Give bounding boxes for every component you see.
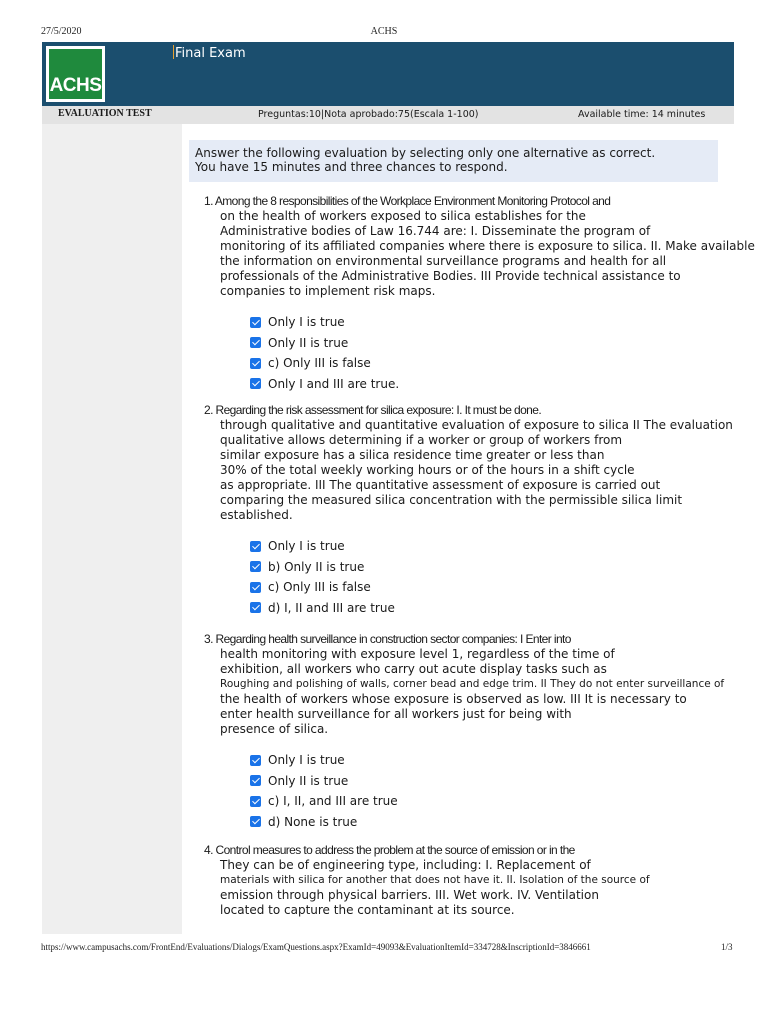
checkbox-checked-icon[interactable] — [250, 317, 261, 328]
question-text-line: qualitative allows determining if a worker or group of workers from — [220, 433, 623, 447]
question-heading: 2. Regarding the risk assessment for silica exposure: I. It must be done. — [204, 403, 542, 417]
checkbox-checked-icon[interactable] — [250, 796, 261, 807]
question-text-line: Administrative bodies of Law 16.744 are: I. Disseminate the program of — [220, 224, 651, 238]
text-cursor-icon — [173, 45, 174, 59]
question-text-line: the health of workers whose exposure is observed as low. III It is necessary to — [220, 692, 687, 706]
answer-option-label: c) Only III is false — [268, 580, 371, 595]
answer-option-label: b) Only II is true — [268, 559, 365, 574]
checkbox-checked-icon[interactable] — [250, 561, 261, 572]
question-text-line: similar exposure has a silica residence time greater or less than — [220, 448, 605, 462]
question-text-line: Roughing and polishing of walls, corner bead and edge trim. II They do not enter surveillance of — [220, 678, 725, 690]
question-text-line: the information on environmental surveillance programs and health for all — [220, 254, 667, 268]
checkbox-checked-icon[interactable] — [250, 602, 261, 613]
answer-option[interactable] — [250, 812, 764, 833]
exam-info-bar — [42, 106, 734, 124]
instruction-line: Answer the following evaluation by selecting only one alternative as correct. — [195, 146, 656, 160]
question-text-line: located to capture the contaminant at its source. — [220, 903, 515, 917]
question-text-line: materials with silica for another that does not have it. II. Isolation of the source of — [220, 874, 650, 886]
instructions-box — [189, 140, 718, 182]
checkbox-checked-icon[interactable] — [250, 337, 261, 348]
answer-option[interactable] — [250, 333, 764, 354]
question-text-line: on the health of workers exposed to silica establishes for the — [220, 209, 586, 223]
answer-option-label: Only I is true — [268, 539, 345, 554]
instruction-line: You have 15 minutes and three chances to respond. — [195, 160, 508, 174]
answer-option-label: Only I and III are true. — [268, 376, 400, 391]
exam-meta: Preguntas:10|Nota aprobado:75(Escala 1-100) — [258, 109, 479, 120]
print-date: 27/5/2020 — [41, 26, 82, 37]
answer-option-label: d) I, II and III are true — [268, 600, 395, 615]
question-text-line: professionals of the Administrative Bodies. III Provide technical assistance to — [220, 269, 681, 283]
answer-option[interactable] — [250, 750, 764, 771]
page-number: 1/3 — [721, 942, 733, 952]
answer-option-label: Only II is true — [268, 773, 349, 788]
evaluation-label: EVALUATION TEST — [58, 108, 152, 119]
question-text-line: emission through physical barriers. III. Wet work. IV. Ventilation — [220, 888, 599, 902]
checkbox-checked-icon[interactable] — [250, 358, 261, 369]
answer-option-label: Only II is true — [268, 335, 349, 350]
question-heading: 3. Regarding health surveillance in construction sector companies: I Enter into — [204, 632, 571, 646]
answer-option[interactable] — [250, 312, 764, 333]
checkbox-checked-icon[interactable] — [250, 541, 261, 552]
answer-option[interactable] — [250, 791, 764, 812]
question-1 — [204, 194, 764, 394]
answer-option-label: c) I, II, and III are true — [268, 794, 398, 809]
question-text-line: enter health surveillance for all workers just for being with — [220, 707, 572, 721]
question-text-line: through qualitative and quantitative evaluation of exposure to silica II The evaluation — [220, 418, 733, 432]
question-text-line: presence of silica. — [220, 722, 329, 736]
question-text-line: established. — [220, 508, 293, 522]
answer-option[interactable] — [250, 771, 764, 792]
question-text-line: They can be of engineering type, including: I. Replacement of — [220, 858, 591, 872]
exam-title — [173, 45, 246, 61]
checkbox-checked-icon[interactable] — [250, 775, 261, 786]
question-2 — [204, 403, 764, 618]
question-text-line: monitoring of its affiliated companies where there is exposure to silica. II. Make available — [220, 239, 755, 253]
question-3 — [204, 632, 764, 832]
question-text-line: as appropriate. III The quantitative assessment of exposure is carried out — [220, 478, 661, 492]
answer-options — [204, 536, 764, 618]
checkbox-checked-icon[interactable] — [250, 816, 261, 827]
available-time: Available time: 14 minutes — [578, 109, 706, 120]
question-text-line: exhibition, all workers who carry out acute display tasks such as — [220, 662, 607, 676]
achs-logo — [46, 46, 105, 102]
page-url: https://www.campusachs.com/FrontEnd/Evaluations/Dialogs/ExamQuestions.aspx?ExamId=49093&EvaluationItemId=334728&InscriptionId=3846661 — [41, 942, 591, 952]
checkbox-checked-icon[interactable] — [250, 378, 261, 389]
left-sidebar — [42, 124, 182, 934]
answer-option[interactable] — [250, 557, 764, 578]
answer-options — [204, 750, 764, 832]
exam-banner — [42, 42, 734, 106]
answer-option[interactable] — [250, 577, 764, 598]
answer-option-label: c) Only III is false — [268, 356, 371, 371]
checkbox-checked-icon[interactable] — [250, 582, 261, 593]
question-text-line: companies to implement risk maps. — [220, 284, 436, 298]
answer-option[interactable] — [250, 353, 764, 374]
checkbox-checked-icon[interactable] — [250, 755, 261, 766]
answer-option[interactable] — [250, 598, 764, 619]
answer-option-label: Only I is true — [268, 315, 345, 330]
exam-title-text: Final Exam — [175, 46, 246, 61]
question-text-line: 30% of the total weekly working hours or of the hours in a shift cycle — [220, 463, 635, 477]
question-text-line: comparing the measured silica concentration with the permissible silica limit — [220, 493, 683, 507]
question-heading: 1. Among the 8 responsibilities of the Workplace Environment Monitoring Protocol and — [204, 194, 611, 208]
answer-option[interactable] — [250, 536, 764, 557]
question-text-line: health monitoring with exposure level 1, regardless of the time of — [220, 647, 615, 661]
answer-option-label: Only I is true — [268, 753, 345, 768]
question-heading: 4. Control measures to address the problem at the source of emission or in the — [204, 843, 575, 857]
logo-text: ACHS — [49, 75, 102, 96]
question-4 — [204, 843, 764, 918]
answer-options — [204, 312, 764, 394]
print-title: ACHS — [370, 26, 398, 37]
answer-option[interactable] — [250, 374, 764, 395]
answer-option-label: d) None is true — [268, 814, 358, 829]
